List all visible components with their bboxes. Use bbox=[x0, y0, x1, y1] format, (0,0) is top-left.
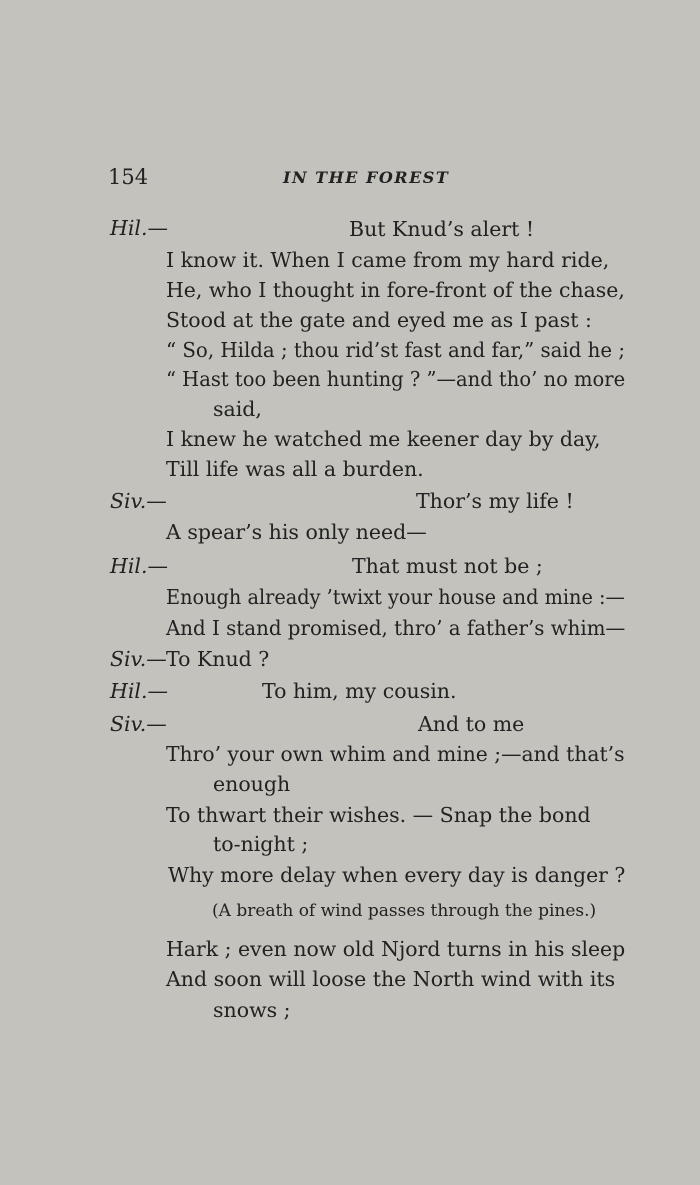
page-header bbox=[108, 165, 628, 193]
verse-line: “ So, Hilda ; thou rid’st fast and far,” said he ; bbox=[166, 338, 626, 362]
verse-line: I know it. When I came from my hard ride, bbox=[166, 248, 610, 272]
verse-line: To him, my cousin. bbox=[262, 679, 457, 703]
verse-line: snows ; bbox=[213, 998, 291, 1022]
speaker-label: Siv.— bbox=[110, 712, 167, 736]
verse-line: That must not be ; bbox=[352, 554, 543, 578]
verse-line: Enough already ’twixt your house and mine :— bbox=[166, 585, 625, 609]
verse-line: said, bbox=[213, 397, 262, 421]
verse-line: Why more delay when every day is danger ? bbox=[168, 863, 626, 887]
page-number: 154 bbox=[108, 165, 149, 189]
verse-line: But Knud’s alert ! bbox=[349, 217, 535, 241]
verse-line: Hark ; even now old Njord turns in his sleep bbox=[166, 937, 626, 961]
verse-line: “ Hast too been hunting ? ”—and tho’ no more bbox=[166, 367, 626, 391]
verse-line: I knew he watched me keener day by day, bbox=[166, 427, 601, 451]
stage-direction: (A breath of wind passes through the pines.) bbox=[212, 901, 597, 921]
speaker-label: Hil.— bbox=[110, 216, 169, 240]
verse-line: And I stand promised, thro’ a father’s whim— bbox=[166, 616, 626, 640]
verse-line: To Knud ? bbox=[166, 647, 270, 671]
verse-line: Thro’ your own whim and mine ;—and that’s bbox=[166, 742, 625, 766]
verse-line: Till life was all a burden. bbox=[166, 457, 424, 481]
verse-line: enough bbox=[213, 772, 291, 796]
verse-line: And soon will loose the North wind with its bbox=[166, 967, 616, 991]
running-title: IN THE FOREST bbox=[283, 168, 450, 187]
verse-line: He, who I thought in fore-front of the chase, bbox=[166, 278, 625, 302]
speaker-label: Siv.— bbox=[110, 489, 167, 513]
verse-line: A spear’s his only need— bbox=[166, 520, 427, 544]
speaker-label: Hil.— bbox=[110, 679, 169, 703]
verse-line: Thor’s my life ! bbox=[416, 489, 574, 513]
speaker-label: Hil.— bbox=[110, 554, 169, 578]
verse-line: To thwart their wishes. — Snap the bond bbox=[166, 803, 591, 827]
verse-line: And to me bbox=[418, 712, 525, 736]
speaker-label: Siv.— bbox=[110, 647, 167, 671]
verse-line: Stood at the gate and eyed me as I past : bbox=[166, 308, 592, 332]
verse-line: to-night ; bbox=[213, 832, 309, 856]
